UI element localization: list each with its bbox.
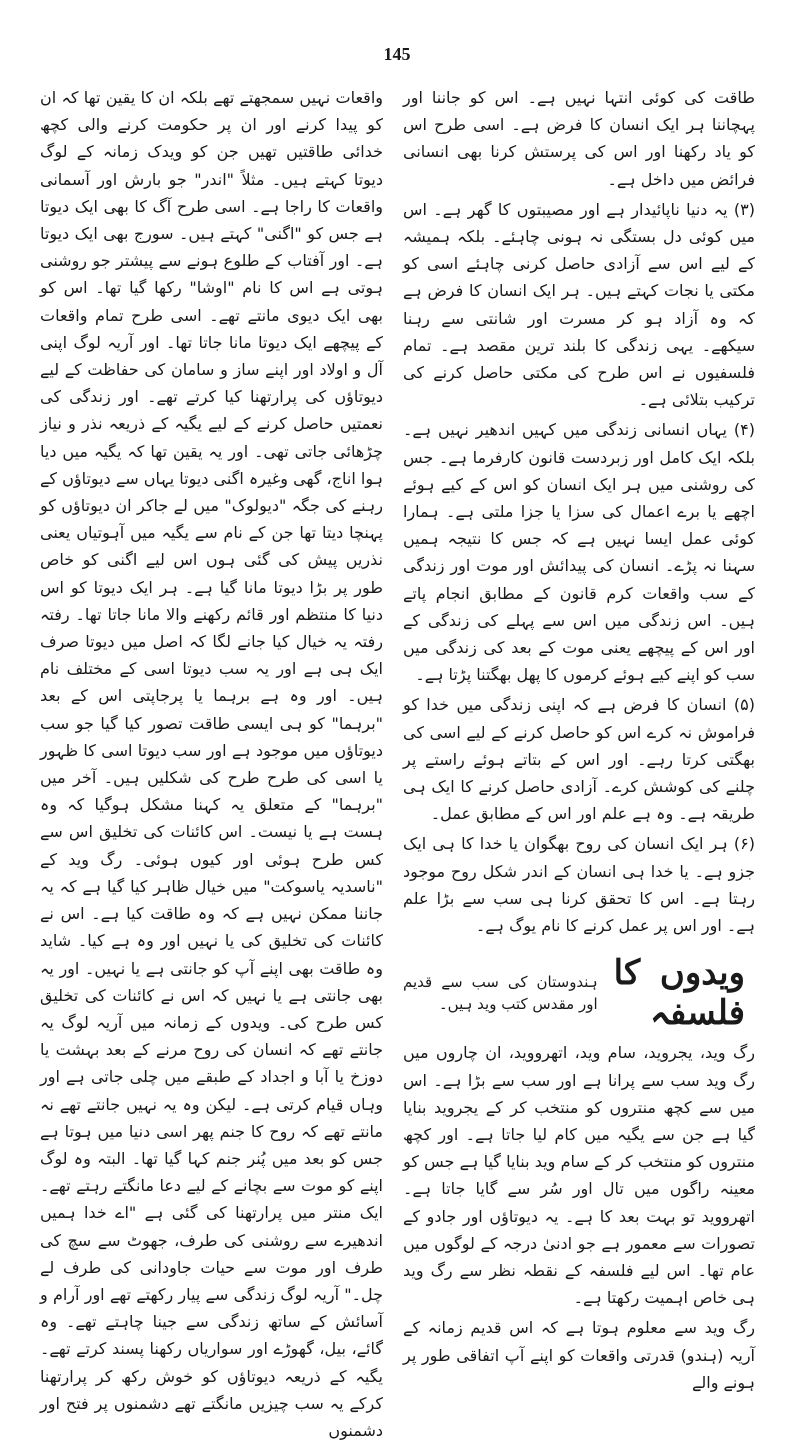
paragraph: رگ وید سے معلوم ہوتا ہے کہ اس قدیم زمانہ کے آریہ (ہندو) قدرتی واقعات کو اپنے آپ اتفاقی طور پر ہونے والے (403, 1318, 755, 1392)
paragraph: واقعات نہیں سمجھتے تھے بلکہ ان کا یقین تھا کہ ان کو پیدا کرنے اور ان پر حکومت کرنے والی کچھ خدائی طاقتیں تھیں جن کو ویدک زمانہ کے لوگ دیوتا کہتے ہیں۔ مثلاً "اندر" جو بارش اور آسمانی واقعات کا راجا ہے۔ اسی طرح آگ کا بھی ایک دیوتا ہے جس کو "اگنی" کہتے ہیں۔ سورج بھی ایک دیوتا ہے۔ اور آفتاب کے طلوع ہونے سے پیشتر جو روشنی ہوتی ہے اس کا نام "اوشا" رکھا گیا تھا۔ اس کو بھی ایک دیوی مانتے تھے۔ اسی طرح تمام واقعات کے پیچھے ایک دیوتا مانا جاتا تھا۔ اور آریہ لوگ اپنی آل و اولاد اور اپنے ساز و سامان کی حفاظت کے لیے دیوتاؤں کی پرارتھنا کیا کرتے تھے۔ اور زندگی کی نعمتیں حاصل کرنے کے لیے یگیہ کے ذریعہ نذر و نیاز چڑھائی جاتی تھی۔ اور یہ یقین تھا کہ یگیہ میں دیا ہوا اناج، گھی وغیرہ اگنی دیوتا یہاں سے دیوتاؤں کے رہنے کی جگہ "دیولوک" میں لے جاکر ان دیوتاؤں کو پہنچا دیتا تھا جن کے نام سے یگیہ میں آہوتیاں یعنی نذریں پیش کی گئی ہوں اس لیے اگنی کو خاص طور پر بڑا دیوتا مانا گیا ہے۔ ہر ایک دیوتا کو اس دنیا کا منتظم اور قائم رکھنے والا مانا جاتا تھا۔ رفتہ رفتہ یہ خیال کیا جانے لگا کہ اصل میں دیوتا صرف ایک ہی ہے اور یہ سب دیوتا اسی کے مختلف نام ہیں۔ اور وہ ہے برہما یا پرجاپتی اس کے بعد "برہما" کو ہی ایسی طاقت تصور کیا گیا جو سب دیوتاؤں میں موجود ہے اور سب دیوتا اسی کا ظہور یا اسی کی طرح طرح کی شکلیں ہیں۔ آخر میں "برہما" کے متعلق یہ کہنا مشکل ہوگیا کہ وہ ہست ہے یا نیست۔ اس کائنات کی تخلیق اس سے کس طرح ہوئی اور کیوں ہوئی۔ رگ وید کے "ناسدیہ یاسوکت" میں خیال ظاہر کیا گیا ہے کہ یہ جاننا ممکن نہیں ہے کہ وہ طاقت کیا ہے۔ اس نے کائنات کی تخلیق کی یا نہیں اور وہ ہے کیا۔ شاید وہ طاقت بھی اپنے آپ کو جانتی ہے یا نہیں۔ اور یہ بھی جانتی ہے یا نہیں کہ اس نے کائنات کی تخلیق کس طرح کی۔ ویدوں کے زمانہ میں آریہ لوگ یہ جانتے تھے کہ انسان کی روح مرنے کے بعد بہشت یا دوزخ یا آبا و اجداد کے طبقے میں چلی جاتی ہے اور وہاں قیام کرتی ہے۔ لیکن وہ یہ نہیں جانتے تھے نہ مانتے تھے کہ روح کا جنم پھر اسی دنیا میں ہوتا ہے جس کو بعد میں پُنر جنم کہا گیا تھا۔ البتہ وہ لوگ اپنے کو موت سے بچانے کے لیے دعا مانگتے رہتے تھے۔ ایک منتر میں پرارتھنا کی گئی ہے "اے خدا ہمیں اندھیرے سے روشنی کی طرف، جھوٹ سے سچ کی طرف اور موت سے حیات جاودانی کی طرف لے چل۔" آریہ لوگ زندگی سے پیار رکھتے تھے اور آرام و آسائش کے ساتھ زندگی سے جینا چاہتے تھے۔ وہ گائے، بیل، گھوڑے اور سواریاں رکھنا پسند کرتے تھے۔ یگیہ کے ذریعہ دیوتاؤں کو خوش رکھ کر پرارتھنا کرکے یہ سب چیزیں مانگتے تھے دشمنوں پر فتح اور دشمنوں (40, 88, 383, 1440)
paragraph: (۵) انسان کا فرض ہے کہ اپنی زندگی میں خدا کو فراموش نہ کرے اس کو حاصل کرنے کے لیے اسی کی بھگتی کرتا رہے۔ اور اس کے بتاتے ہوئے راستے پر چلنے کی کوشش کرے۔ آزادی حاصل کرنے کا ایک ہی طریقہ ہے۔ وہ ہے علم اور اس کے مطابق عمل۔ (403, 695, 755, 824)
section-title: ویدوں کا فلسفہ (613, 953, 745, 1034)
paragraph: (۳) یہ دنیا ناپائیدار ہے اور مصیبتوں کا گھر ہے۔ اس میں کوئی دل بستگی نہ ہونی چاہئے۔ بلکہ ہمیشہ کے لیے اس سے آزادی حاصل کرنی چاہئے اسی کو مکتی یا نجات کہتے ہیں۔ ہر ایک انسان کا فرض ہے کہ وہ آزاد ہو کر مسرت اور شانتی سے رہنا سیکھے۔ یہی زندگی کا بلند ترین مقصد ہے۔ تمام فلسفیوں نے اس طرح کی مکتی حاصل کرنے کی ترکیب بتلائی ہے۔ (403, 199, 755, 410)
section-subtitle: ہندوستان کی سب سے قدیم اور مقدس کتب وید ہیں۔ (403, 973, 598, 1014)
page-number: 145 (383, 44, 411, 64)
paragraph: طاقت کی کوئی انتہا نہیں ہے۔ اس کو جاننا اور پہچاننا ہر ایک انسان کا فرض ہے۔ اسی طرح اس کو یاد رکھنا اور اس کی پرستش کرنا بھی انسانی فرائض میں داخل ہے۔ (403, 88, 755, 189)
paragraph: رگ وید، یجروید، سام وید، اتھرووید، ان چاروں میں رگ وید سب سے پرانا ہے اور سب سے بڑا ہے۔ اس میں سے کچھ منتروں کو منتخب کر کے یجروید بنایا گیا ہے جن سے یگیہ میں کام لیا جاتا ہے۔ اور کچھ منتروں کو منتخب کر کے سام وید بنایا گیا ہے جس کو معینہ راگوں میں تال اور سُر سے گایا جاتا ہے۔ اتھرووید تو بہت بعد کا ہے۔ یہ دیوتاؤں اور جادو کے تصورات سے معمور ہے جو ادنیٰ درجہ کے لوگوں میں عام تھا۔ اس لیے فلسفہ کے نقطہ نظر سے رگ وید ہی خاص اہمیت رکھتا ہے۔ (403, 1043, 755, 1308)
paragraph: (۶) ہر ایک انسان کی روح بھگوان یا خدا کا ہی ایک جزو ہے۔ یا خدا ہی انسان کے اندر شکل روح موجود رہتا ہے۔ اس کا تحقق کرنا ہی سب سے بڑا علم ہے۔ اور اس پر عمل کرنے کا نام یوگ ہے۔ (403, 834, 755, 936)
right-column (403, 84, 755, 1399)
paragraph: (۴) یہاں انسانی زندگی میں کہیں اندھیر نہیں ہے۔ بلکہ ایک کامل اور زبردست قانون کارفرما ہے۔ جس کی روشنی میں ہر ایک انسان کو اس کے کیے ہوئے اچھے یا برے اعمال کی سزا یا جزا ملتی ہے۔ ہمارا کوئی عمل ایسا نہیں ہے کہ جس کا نتیجہ ہمیں سہنا نہ پڑے۔ انسان کی پیدائش اور موت اور زندگی کے سب واقعات کرم قانون کے مطابق انجام پاتے ہیں۔ اس زندگی میں اس سے پہلے کی زندگی کے اور اس کے پیچھے یعنی موت کے بعد کی زندگی میں سب کو اپنے کیے ہوئے کرموں کا پھل بھگتنا پڑتا ہے۔ (403, 420, 755, 685)
left-column (40, 84, 383, 1447)
section-heading (403, 953, 755, 1033)
